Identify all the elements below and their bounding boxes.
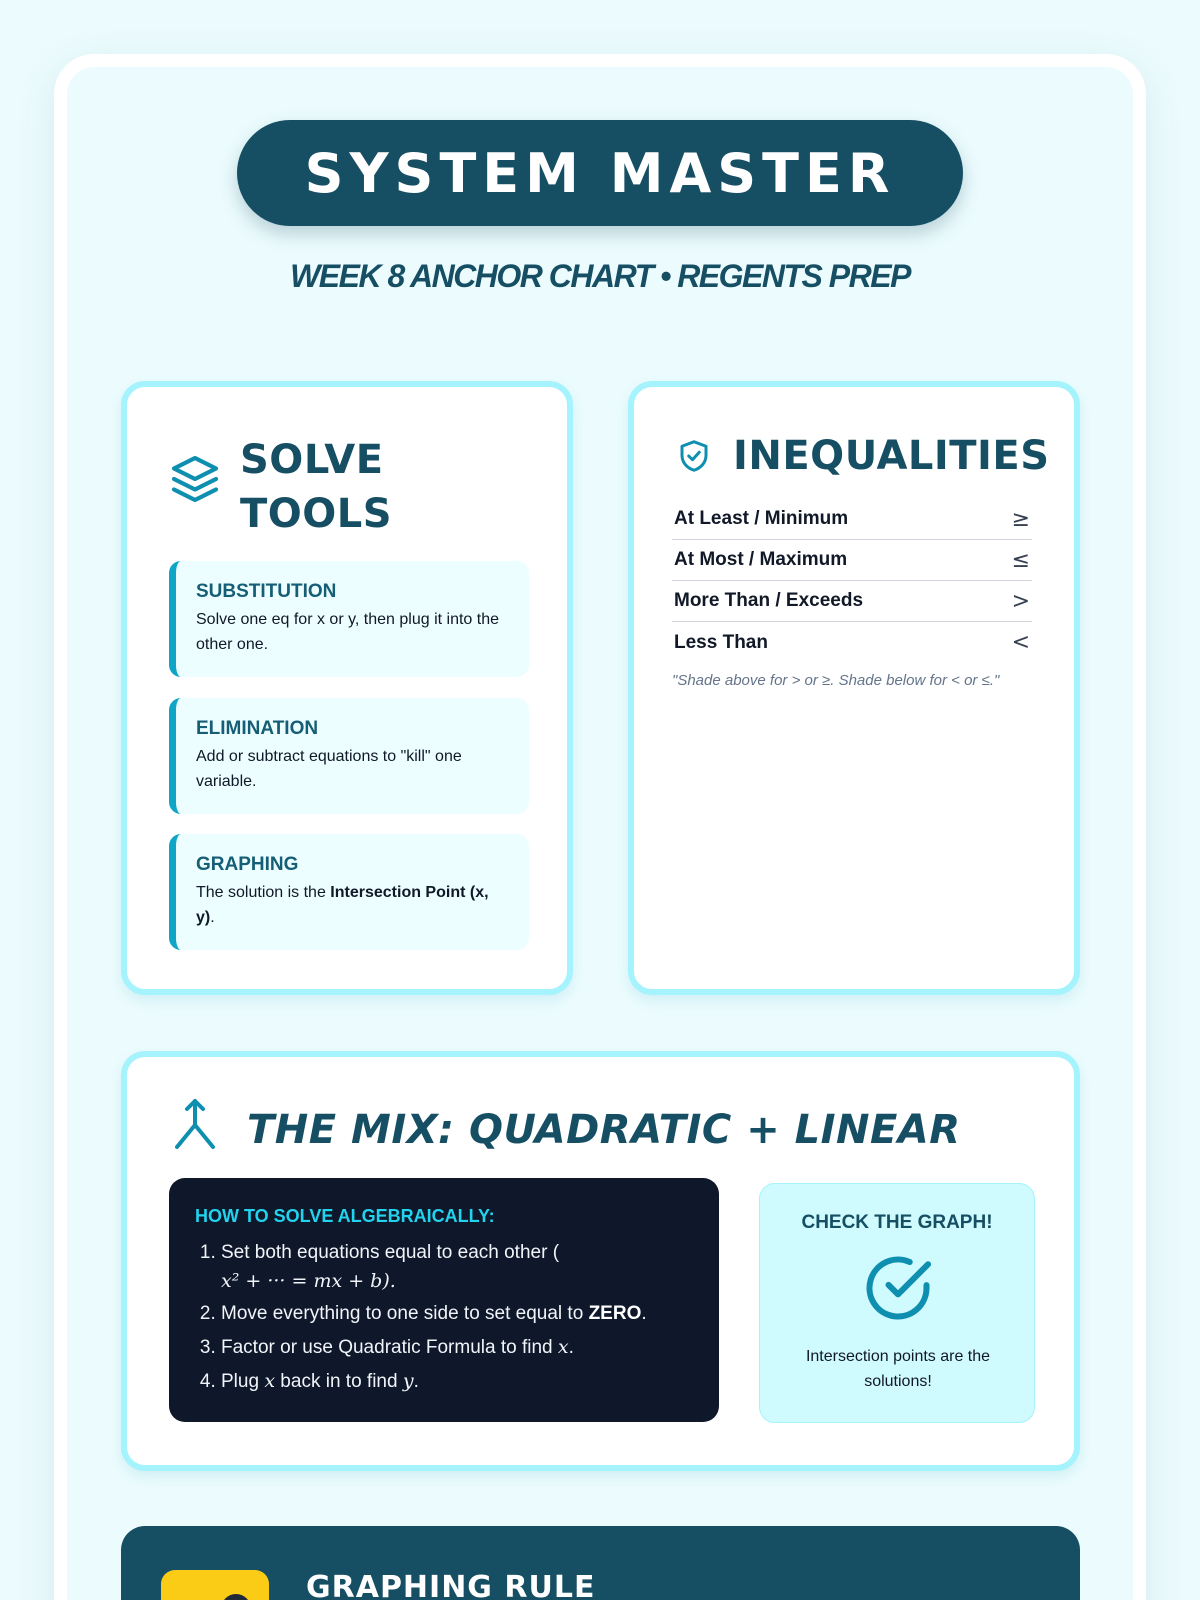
inequality-label: At Least / Minimum bbox=[674, 508, 849, 529]
inequality-label: At Most / Maximum bbox=[674, 549, 848, 570]
method-graphing bbox=[169, 834, 529, 950]
list-item bbox=[221, 1300, 693, 1328]
method-body: Solve one eq for x or y, then plug it into the other one. bbox=[196, 611, 499, 653]
shield-check-icon bbox=[676, 437, 712, 475]
how-to-solve-title: HOW TO SOLVE ALGEBRAICALLY: bbox=[195, 1206, 495, 1226]
step-text: Plug bbox=[221, 1371, 265, 1392]
method-body-bold: Intersection Point (x, y) bbox=[196, 884, 489, 926]
quadratic-linear-card bbox=[121, 1051, 1080, 1471]
step-suffix: . bbox=[413, 1371, 419, 1392]
title-banner bbox=[237, 120, 963, 226]
inequality-symbol: < bbox=[1011, 630, 1030, 655]
method-body-prefix: The solution is the bbox=[196, 884, 331, 901]
method-body: Add or subtract equations to "kill" one variable. bbox=[196, 748, 462, 790]
inequality-symbol: ≥ bbox=[1011, 506, 1030, 532]
inequality-label: More Than / Exceeds bbox=[674, 590, 864, 611]
solve-tools-heading bbox=[240, 433, 500, 541]
inequalities-heading: INEQUALITIES bbox=[733, 433, 1050, 479]
inequality-list bbox=[672, 499, 1032, 663]
method-body bbox=[196, 880, 509, 930]
graphing-rule-card bbox=[121, 1526, 1080, 1600]
inequality-symbol: > bbox=[1011, 588, 1030, 614]
inequalities-card bbox=[628, 381, 1080, 995]
step-bold: ZERO bbox=[588, 1303, 642, 1324]
dot-icon bbox=[221, 1594, 251, 1600]
mix-heading: THE MIX: QUADRATIC + LINEAR bbox=[247, 1107, 961, 1153]
inequality-label: Less Than bbox=[674, 631, 768, 653]
page-title: SYSTEM MASTER bbox=[304, 141, 896, 205]
shading-note: "Shade above for > or ≥. Shade below for < or ≤." bbox=[672, 672, 1000, 689]
step-text: Factor or use Quadratic Formula to find bbox=[221, 1337, 558, 1358]
inequality-symbol: ≤ bbox=[1011, 547, 1030, 573]
list-item bbox=[672, 540, 1032, 581]
method-substitution bbox=[169, 561, 529, 677]
method-body-suffix: . bbox=[210, 909, 215, 926]
method-title: GRAPHING bbox=[196, 854, 299, 875]
list-item bbox=[221, 1367, 693, 1396]
check-graph-panel bbox=[759, 1183, 1035, 1423]
step-var: x bbox=[557, 1336, 569, 1358]
method-title: SUBSTITUTION bbox=[196, 581, 337, 602]
layers-icon bbox=[167, 451, 223, 507]
solve-tools-card bbox=[121, 381, 573, 995]
method-title: ELIMINATION bbox=[196, 718, 319, 739]
step-math: x² + ··· = mx + b). bbox=[221, 1270, 396, 1292]
step-text-mid: back in to find bbox=[275, 1371, 403, 1392]
list-item bbox=[221, 1333, 693, 1362]
solve-tools-heading-line2: TOOLS bbox=[240, 491, 393, 537]
how-to-solve-panel bbox=[169, 1178, 719, 1422]
merge-arrow-icon bbox=[171, 1097, 219, 1153]
graphing-rule-badge bbox=[161, 1570, 269, 1600]
list-item bbox=[672, 581, 1032, 622]
check-graph-text: Intersection points are the solutions! bbox=[805, 1348, 991, 1390]
graphing-rule-heading: GRAPHING RULE bbox=[306, 1570, 596, 1600]
steps-list bbox=[195, 1239, 693, 1396]
step-text: Move everything to one side to set equal to bbox=[221, 1303, 589, 1324]
step-suffix: . bbox=[568, 1337, 574, 1358]
step-var: x bbox=[264, 1370, 276, 1392]
list-item bbox=[672, 499, 1032, 540]
step-suffix: . bbox=[641, 1303, 647, 1324]
list-item bbox=[221, 1239, 693, 1295]
step-text: Set both equations equal to each other ( bbox=[221, 1242, 560, 1263]
page-subtitle: WEEK 8 ANCHOR CHART • REGENTS PREP bbox=[290, 258, 910, 294]
check-circle-icon bbox=[860, 1250, 936, 1331]
step-var: y bbox=[402, 1370, 414, 1392]
method-elimination bbox=[169, 698, 529, 814]
list-item bbox=[672, 622, 1032, 663]
solve-tools-heading-line1: SOLVE bbox=[240, 437, 384, 483]
check-graph-title: CHECK THE GRAPH! bbox=[801, 1212, 993, 1233]
